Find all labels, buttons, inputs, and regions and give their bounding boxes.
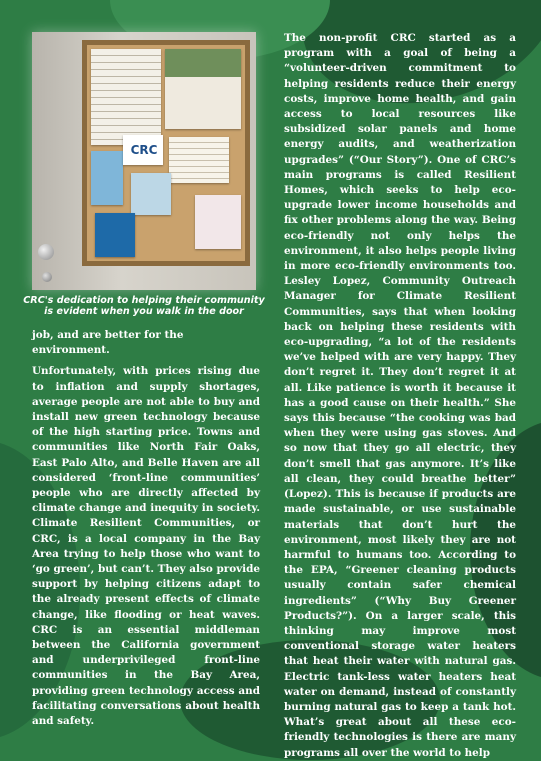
posted-flyer <box>131 173 171 215</box>
bulletin-board-photo <box>32 32 256 290</box>
cork-board <box>82 40 250 266</box>
posted-flyer <box>95 213 135 257</box>
posted-flyer <box>91 151 123 205</box>
posted-flyer <box>169 137 229 183</box>
left-column <box>32 328 260 729</box>
posted-flyer <box>91 49 161 145</box>
door-handle-icon <box>38 244 54 260</box>
body-paragraph: Unfortunately, with prices rising due to inflation and supply shortages, average people are not able to buy and install new green technology because of the high starting price. Towns and communities like North Fair Oaks, East Palo Alto, and Belle Haven are all considered ‘front-line communities’ people who are directly affected by climate change and inequity in society. Climate Resilient Communities, or CRC, is a local company in the Bay Area trying to help those who want to ‘go green’, but can’t. They also provide support by helping citizens adapt to the already present effects of climate change, like flooding or heat waves. CRC is an essential middleman between the California government and underprivileged front-line communities in the Bay Area, providing green technology access and facilitating conversations about health and safety. <box>32 365 260 728</box>
posted-flyer <box>165 49 241 129</box>
posted-flyer <box>195 195 241 249</box>
crc-logo-text: CRC <box>130 143 158 157</box>
continued-text: job, and are better for the environment. <box>32 329 184 357</box>
door-lock-icon <box>42 272 52 282</box>
right-column <box>284 31 516 761</box>
photo-caption: CRC's dedication to helping their community is evident when you walk in the door <box>23 295 265 317</box>
body-paragraph: The non-profit CRC started as a program with a goal of being a “volunteer-driven commitment to helping residents reduce their energy costs, improve home health, and gain access to local resources like subsidized solar panels and home energy audits, and weatherization upgrades” (“Our Story”). One of CRC’s main programs is called Resilient Homes, which seeks to help eco-upgrade lower income households and fix other problems along the way. Being eco-friendly not only helps the environment, it also helps people living in more eco-friendly environments too. Lesley Lopez, Community Outreach Manager for Climate Resilient Communities, says that when looking back on helping these residents with eco-upgrading, “a lot of the residents we’ve helped with are very happy. They don’t regret it. They don’t regret it at all. Like patience is worth it because it has a good cause on their health.” She says this because “the cooking was bad when they were using gas stoves. And so now that they go all electric, they don’t smell that gas anymore. It’s like all clean, they could breathe better” (Lopez). This is because if products are made sustainable, or use sustainable materials that don’t hurt the environment, most likely they are not harmful to humans too. According to the EPA, “Greener cleaning products usually contain safer chemical ingredients” (“Why Buy Greener Products?”). On a larger scale, this thinking may improve most conventional storage water heaters that heat their water with natural gas. Electric tank-less water heaters heat water on demand, instead of constantly burning natural gas to keep a tank hot. What’s great about all these eco-friendly technologies is there are many programs all over the world to help <box>284 32 516 759</box>
